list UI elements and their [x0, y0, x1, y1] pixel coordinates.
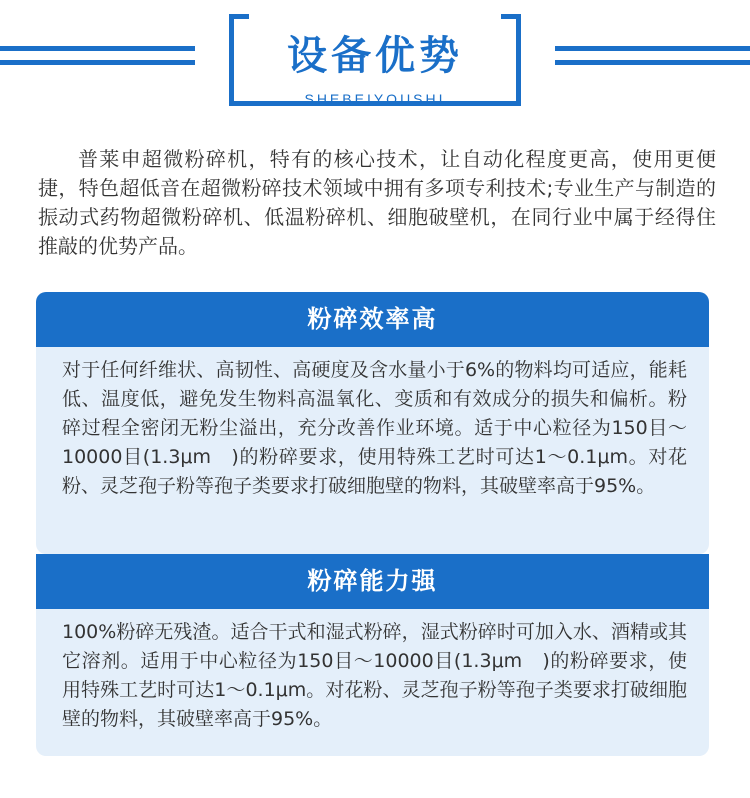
page-title: 设备优势 [287, 33, 463, 79]
section-body: 对于任何纤维状、高韧性、高硬度及含水量小于6%的物料均可适应，能耗低、温度低，避免发生物料高温氧化、变质和有效成分的损失和偏析。粉碎过程全密闭无粉尘溢出，充分改善作业环境。适于中心粒径为150目～10000目(1.3μm )的粉碎要求，使用特殊工艺时可达1～0.1μm。对花粉、灵芝孢子粉等孢子类要求打破细胞壁的物料，其破壁率高于95%。 [62, 359, 687, 497]
page-header [0, 0, 750, 120]
title-frame-top-left [229, 14, 249, 19]
right-stripe-bottom [555, 60, 750, 65]
left-stripe-top [0, 46, 195, 51]
right-stripe-top [555, 46, 750, 51]
intro-paragraph: 普莱申超微粉碎机，特有的核心技术，让自动化程度更高，使用更便捷，特色超低音在超微粉碎技术领域中拥有多项专利技术;专业生产与制造的振动式药物超微粉碎机、低温粉碎机、细胞破壁机，在同行业中属于经得住推敲的优势产品。 [38, 147, 716, 258]
section-title: 粉碎效率高 [36, 292, 709, 347]
section-capacity [36, 554, 709, 756]
page-subtitle: SHEBEIYOUSHI [304, 91, 446, 107]
section-body: 100%粉碎无残渣。适合干式和湿式粉碎，湿式粉碎时可加入水、酒精或其它溶剂。适用于中心粒径为150目～10000目(1.3μm )的粉碎要求，使用特殊工艺时可达1～0.1μm。对花粉、灵芝孢子粉等孢子类要求打破细胞壁的物料，其破壁率高于95%。 [62, 621, 687, 730]
title-frame-top-right [501, 14, 521, 19]
left-stripe-bottom [0, 60, 195, 65]
title-frame [229, 14, 521, 106]
section-title: 粉碎能力强 [36, 554, 709, 609]
section-efficiency [36, 292, 709, 554]
